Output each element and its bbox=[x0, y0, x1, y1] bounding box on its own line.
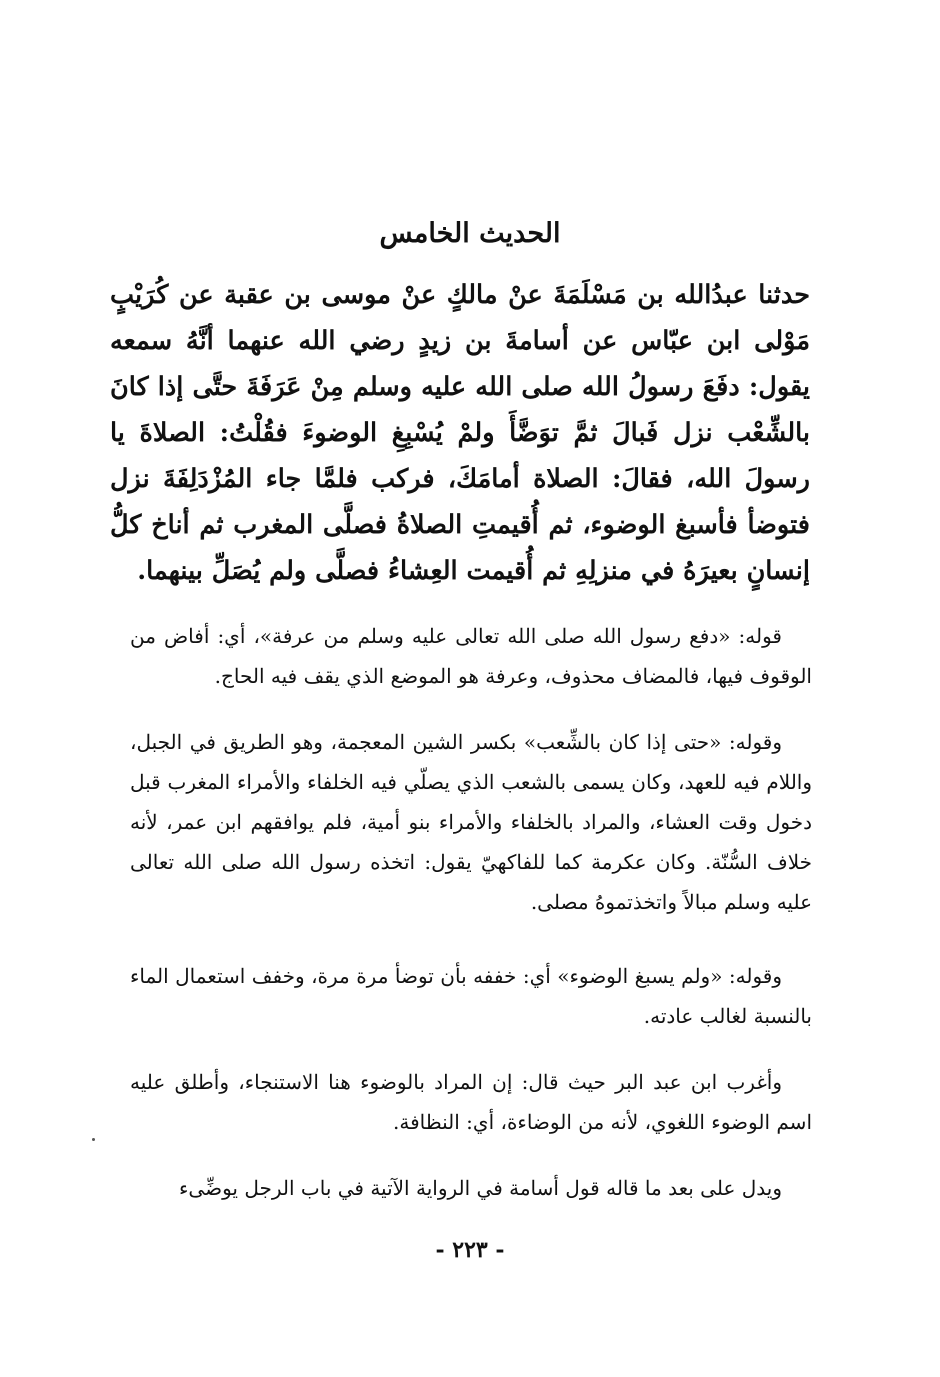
commentary-paragraph-4 bbox=[130, 1062, 812, 1142]
scan-speck bbox=[92, 1138, 95, 1141]
commentary-text: وأغرب ابن عبد البر حيث قال: إن المراد بالوضوء هنا الاستنجاء، وأطلق عليه اسم الوضوء اللغوي، لأنه من الوضاءة، أي: النظافة. bbox=[130, 1070, 812, 1134]
commentary-paragraph-1 bbox=[130, 616, 812, 696]
hadith-text: حدثنا عبدُالله بن مَسْلَمَةَ عنْ مالكٍ عنْ موسى بن عقبة عن كُرَيْبٍ مَوْلى ابن عبّاس عن أسامةَ بن زيدٍ رضي الله عنهما أنَّهُ سمعه يقول: دفَعَ رسولُ الله صلى الله عليه وسلم مِنْ عَرَفَةَ حتَّى إذا كانَ بالشِّعْب نزل فَبالَ ثمَّ توَضَّأَ ولمْ يُسْبِغِ الوضوءَ فقُلْتُ: الصلاةَ يا رسولَ الله، فقالَ: الصلاة أمامَكَ، فركب فلمَّا جاء المُزْدَلِفَةَ نزل فتوضأ فأسبغ الوضوء، ثم أُقيمتِ الصلاةُ فصلَّى المغرب ثم أناخ كلُّ إنسانٍ بعيرَهُ في منزلِهِ ثم أُقيمت العِشاءُ فصلَّى ولم يُصَلِّ بينهما. bbox=[110, 280, 810, 586]
page-number: - ٢٢٣ - bbox=[435, 1237, 505, 1263]
commentary-paragraph-5 bbox=[130, 1168, 812, 1208]
commentary-text: وقوله: «حتى إذا كان بالشِّعب» بكسر الشين المعجمة، وهو الطريق في الجبل، واللام فيه للعهد، وكان يسمى بالشعب الذي يصلّي فيه الخلفاء والأمراء المغرب قبل دخول وقت العشاء، والمراد بالخلفاء والأمراء بنو أمية، فلم يوافقهم ابن عمر، لأنه خلاف السُّنّة. وكان عكرمة كما للفاكهيّ يقول: اتخذه رسول الله صلى الله تعالى عليه وسلم مبالاً واتخذتموهُ مصلى. bbox=[130, 730, 812, 914]
commentary-paragraph-2 bbox=[130, 722, 812, 922]
commentary-text: قوله: «دفع رسول الله صلى الله تعالى عليه وسلم من عرفة»، أي: أفاض من الوقوف فيها، فالمضاف محذوف، وعرفة هو الموضع الذي يقف فيه الحاج. bbox=[130, 624, 812, 688]
section-title: الحديث الخامس bbox=[379, 218, 561, 249]
commentary-text: ويدل على بعد ما قاله قول أسامة في الرواية الآتية في باب الرجل يوضِّىء bbox=[179, 1176, 782, 1200]
commentary-paragraph-3 bbox=[130, 956, 812, 1036]
commentary-text: وقوله: «ولم يسبغ الوضوء» أي: خففه بأن توضأ مرة مرة، وخفف استعمال الماء بالنسبة لغالب عادته. bbox=[130, 964, 812, 1028]
